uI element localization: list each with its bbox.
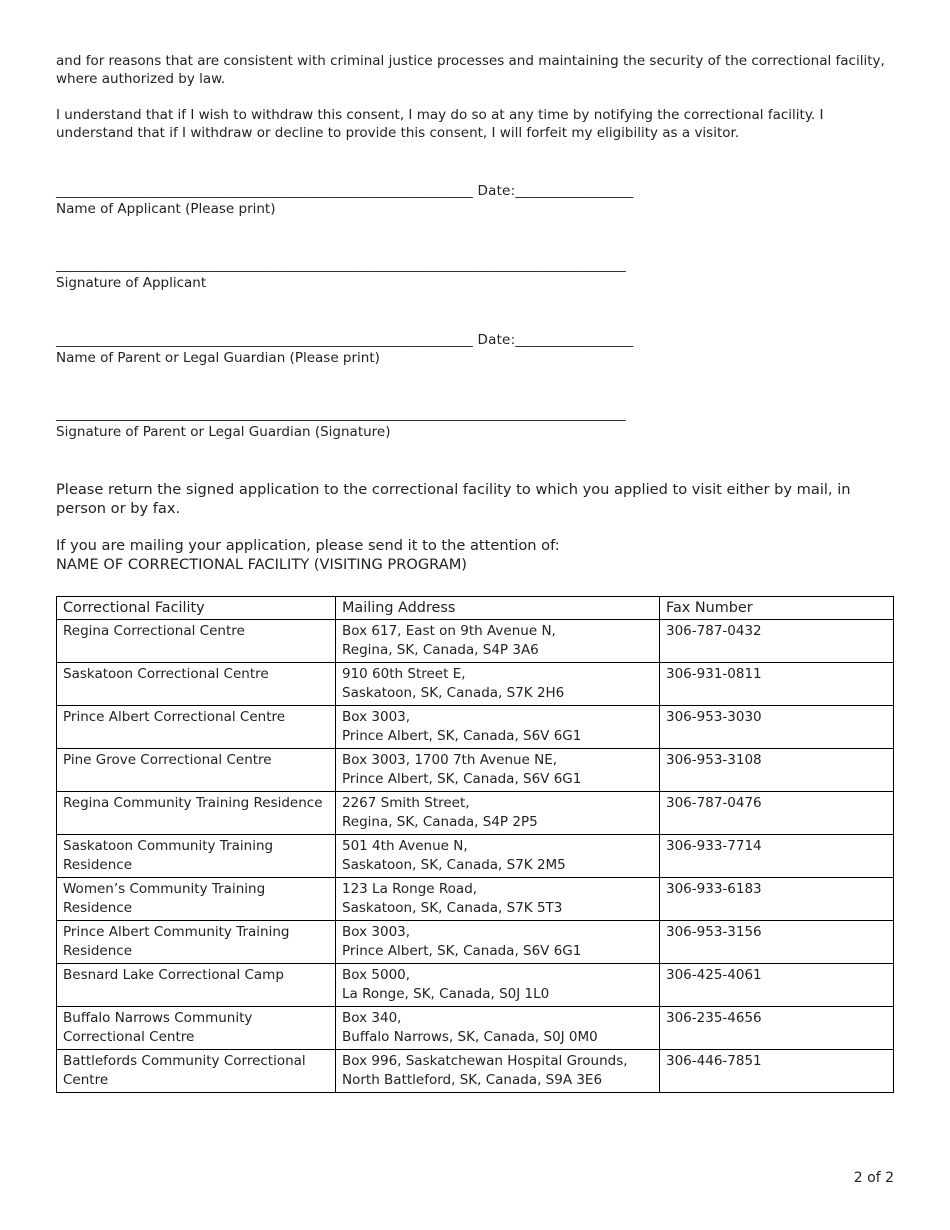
mail-text: If you are mailing your application, please send it to the attention of: <box>56 537 560 554</box>
applicant-date-label: Date: <box>477 183 516 199</box>
mail-attention: NAME OF CORRECTIONAL FACILITY (VISITING PROGRAM) <box>56 556 467 573</box>
mailing-address <box>336 921 660 964</box>
mailing-address <box>336 792 660 835</box>
mailing-address <box>336 878 660 921</box>
address-line-2: Buffalo Narrows, SK, Canada, S0J 0M0 <box>342 1028 598 1045</box>
facility-name: Saskatoon Community Training Residence <box>57 835 336 878</box>
applicant-name-underline: ____________________________________________________________ <box>56 183 473 199</box>
applicant-signature-block <box>56 256 776 292</box>
table-row <box>57 663 894 706</box>
guardian-signature-line[interactable]: __________________________________________________________________________________ <box>56 406 626 422</box>
fax-number: 306-787-0432 <box>660 620 894 663</box>
fax-number: 306-446-7851 <box>660 1050 894 1093</box>
facility-name: Women’s Community Training Residence <box>57 878 336 921</box>
applicant-signature-label: Signature of Applicant <box>56 275 207 291</box>
facility-name: Battlefords Community Correctional Centre <box>57 1050 336 1093</box>
fax-number: 306-787-0476 <box>660 792 894 835</box>
address-line-2: La Ronge, SK, Canada, S0J 1L0 <box>342 985 550 1002</box>
fax-number: 306-953-3156 <box>660 921 894 964</box>
address-line-1: Box 3003, <box>342 924 411 940</box>
fax-number: 306-953-3108 <box>660 749 894 792</box>
return-instructions <box>56 480 886 574</box>
address-line-1: 501 4th Avenue N, <box>342 838 468 854</box>
table-row <box>57 921 894 964</box>
facility-name: Besnard Lake Correctional Camp <box>57 964 336 1007</box>
fax-number: 306-931-0811 <box>660 663 894 706</box>
facility-name: Buffalo Narrows Community Correctional Centre <box>57 1007 336 1050</box>
address-line-1: Box 3003, 1700 7th Avenue NE, <box>342 752 558 768</box>
fax-number: 306-953-3030 <box>660 706 894 749</box>
address-line-2: Regina, SK, Canada, S4P 2P5 <box>342 813 538 830</box>
facility-name: Regina Correctional Centre <box>57 620 336 663</box>
guardian-signature-label: Signature of Parent or Legal Guardian (Signature) <box>56 424 391 440</box>
table-row <box>57 878 894 921</box>
consent-paragraph-1: and for reasons that are consistent with criminal justice processes and maintaining the security of the correctional facility, where authorized by law. <box>56 53 885 87</box>
address-line-2: Prince Albert, SK, Canada, S6V 6G1 <box>342 942 582 959</box>
mailing-address <box>336 964 660 1007</box>
address-line-2: Prince Albert, SK, Canada, S6V 6G1 <box>342 770 582 787</box>
header-address: Mailing Address <box>336 597 660 620</box>
table-row <box>57 1050 894 1093</box>
mailing-address <box>336 1050 660 1093</box>
facility-name: Prince Albert Correctional Centre <box>57 706 336 749</box>
mailing-address <box>336 1007 660 1050</box>
address-line-2: North Battleford, SK, Canada, S9A 3E6 <box>342 1071 603 1088</box>
table-row <box>57 706 894 749</box>
table-row <box>57 1007 894 1050</box>
address-line-2: Regina, SK, Canada, S4P 3A6 <box>342 641 539 658</box>
address-line-2: Prince Albert, SK, Canada, S6V 6G1 <box>342 727 582 744</box>
mailing-address <box>336 663 660 706</box>
return-text: Please return the signed application to the correctional facility to which you applied to visit either by mail, in person or by fax. <box>56 481 851 517</box>
table-row <box>57 792 894 835</box>
address-line-2: Saskatoon, SK, Canada, S7K 2H6 <box>342 684 565 701</box>
guardian-date-underline: _________________ <box>515 332 634 348</box>
guardian-name-block <box>56 331 776 367</box>
address-line-2: Saskatoon, SK, Canada, S7K 5T3 <box>342 899 563 916</box>
fax-number: 306-933-7714 <box>660 835 894 878</box>
document-page <box>56 52 896 1088</box>
address-line-1: 2267 Smith Street, <box>342 795 470 811</box>
facility-name: Saskatoon Correctional Centre <box>57 663 336 706</box>
address-line-1: Box 5000, <box>342 967 411 983</box>
table-header-row <box>57 597 894 620</box>
facility-name: Regina Community Training Residence <box>57 792 336 835</box>
guardian-name-underline: ____________________________________________________________ <box>56 332 473 348</box>
applicant-signature-line[interactable]: __________________________________________________________________________________ <box>56 257 626 273</box>
address-line-1: Box 3003, <box>342 709 411 725</box>
fax-number: 306-235-4656 <box>660 1007 894 1050</box>
mailing-address <box>336 835 660 878</box>
mailing-address <box>336 706 660 749</box>
address-line-1: 910 60th Street E, <box>342 666 466 682</box>
consent-paragraph-2: I understand that if I wish to withdraw this consent, I may do so at any time by notifying the correctional facility. I understand that if I withdraw or decline to provide this consent, I will forfeit my eligibility as a visitor. <box>56 107 824 141</box>
facility-name: Pine Grove Correctional Centre <box>57 749 336 792</box>
table-row <box>57 620 894 663</box>
applicant-name-block <box>56 182 776 218</box>
fax-number: 306-933-6183 <box>660 878 894 921</box>
applicant-name-label: Name of Applicant (Please print) <box>56 201 276 217</box>
address-line-1: Box 996, Saskatchewan Hospital Grounds, <box>342 1053 628 1069</box>
table-row <box>57 749 894 792</box>
table-row <box>57 964 894 1007</box>
guardian-name-line[interactable] <box>56 331 776 349</box>
address-line-1: 123 La Ronge Road, <box>342 881 478 897</box>
mailing-address <box>336 620 660 663</box>
address-line-2: Saskatoon, SK, Canada, S7K 2M5 <box>342 856 566 873</box>
facility-name: Prince Albert Community Training Residence <box>57 921 336 964</box>
page-number: 2 of 2 <box>853 1170 894 1186</box>
applicant-name-line[interactable] <box>56 182 776 200</box>
address-line-1: Box 617, East on 9th Avenue N, <box>342 623 556 639</box>
mailing-address <box>336 749 660 792</box>
guardian-date-label: Date: <box>477 332 516 348</box>
guardian-signature-block <box>56 405 776 441</box>
header-facility: Correctional Facility <box>57 597 336 620</box>
header-fax: Fax Number <box>660 597 894 620</box>
address-line-1: Box 340, <box>342 1010 402 1026</box>
fax-number: 306-425-4061 <box>660 964 894 1007</box>
guardian-name-label: Name of Parent or Legal Guardian (Please print) <box>56 350 380 366</box>
applicant-date-underline: _________________ <box>515 183 634 199</box>
facility-table <box>56 596 894 1093</box>
table-row <box>57 835 894 878</box>
